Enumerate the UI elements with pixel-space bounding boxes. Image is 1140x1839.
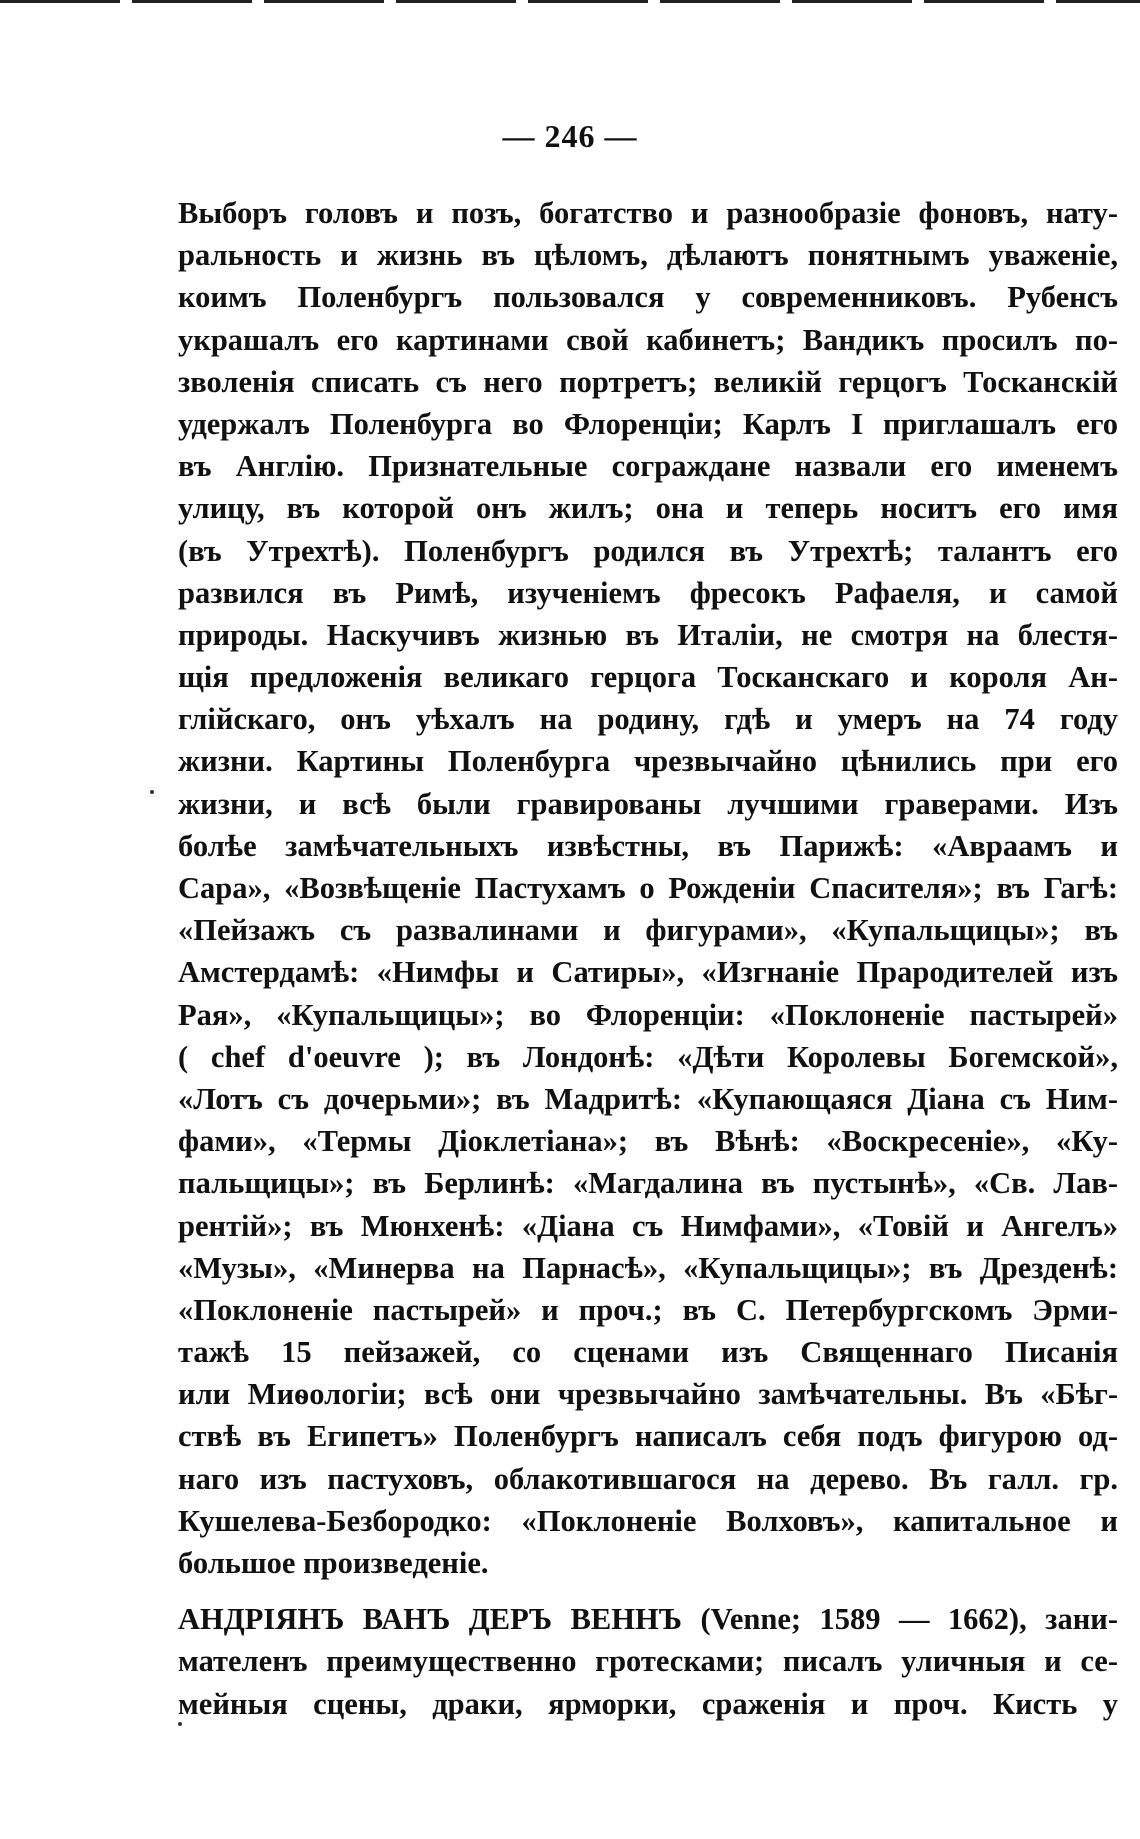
text-line: Рая», «Купальщицы»; во Флоренціи: «Поклоненіе пастырей» (178, 997, 1118, 1032)
body-text (178, 192, 1118, 1725)
text-line: АНДРІЯНЪ ВАНЪ ДЕРЪ ВЕННЪ (Venne; 1589 — 1662), зани- (178, 1602, 1118, 1637)
text-line: Сара», «Возвѣщеніе Пастухамъ о Рожденіи Спасителя»; въ Гагѣ: (178, 871, 1118, 905)
text-line: ствѣ въ Египетъ» Поленбургъ написалъ себя подъ фигурою од- (178, 1419, 1118, 1454)
page-number: — 246 — (502, 118, 638, 154)
margin-speck (150, 790, 154, 794)
text-line: развился въ Римѣ, изученіемъ фресокъ Рафаеля, и самой (178, 575, 1118, 610)
text-line: мейныя сцены, драки, ярморки, сраженія и проч. Кисть у (178, 1686, 1118, 1721)
text-line: щія предложенія великаго герцога Тосканскаго и короля Ан- (178, 660, 1118, 695)
text-line: зволенія списать съ него портретъ; великій герцогъ Тосканскій (178, 364, 1118, 399)
paragraph-polenburg (178, 192, 1118, 1584)
margin-speck (178, 1722, 182, 1726)
text-line: «Поклоненіе пастырей» и проч.; въ С. Петербургскомъ Эрми- (178, 1292, 1118, 1327)
text-line: наго изъ пастуховъ, облакотившагося на дерево. Въ галл. гр. (178, 1461, 1118, 1496)
text-line: Выборъ головъ и позъ, богатство и разнообразіе фоновъ, нату- (178, 196, 1118, 230)
text-line: пальщицы»; въ Берлинѣ: «Магдалина въ пустынѣ», «Св. Лав- (178, 1166, 1118, 1201)
text-line: Амстердамѣ: «Нимфы и Сатиры», «Изгнаніе Прародителей изъ (178, 955, 1118, 990)
text-line: или Миѳологіи; всѣ они чрезвычайно замѣчательны. Въ «Бѣг- (178, 1377, 1118, 1412)
top-border-rule (0, 0, 1140, 3)
text-line: жизни, и всѣ были гравированы лучшими граверами. Изъ (178, 786, 1118, 821)
text-line: «Лотъ съ дочерьми»; въ Мадритѣ: «Купающаяся Діана съ Ним- (178, 1081, 1118, 1116)
text-line: болѣе замѣчательныхъ извѣстны, въ Парижѣ: «Авраамъ и (178, 828, 1118, 863)
text-line: въ Англію. Признательные сограждане назвали его именемъ (178, 449, 1118, 484)
text-line: украшалъ его картинами свой кабинетъ; Вандикъ просилъ по- (178, 322, 1118, 357)
text-line: жизни. Картины Поленбурга чрезвычайно цѣнились при его (178, 744, 1118, 779)
text-line: Кушелева-Безбородко: «Поклоненіе Волховъ», капитальное и (178, 1503, 1118, 1538)
text-line: коимъ Поленбургъ пользовался у современниковъ. Рубенсъ (178, 280, 1118, 315)
text-line: рентій»; въ Мюнхенѣ: «Діана съ Нимфами», «Товій и Ангелъ» (178, 1208, 1118, 1243)
text-line: природы. Наскучивъ жизнью въ Италіи, не смотря на блестя- (178, 617, 1118, 652)
text-line: улицу, въ которой онъ жилъ; она и теперь носитъ его имя (178, 491, 1118, 526)
text-line: (въ Утрехтѣ). Поленбургъ родился въ Утрехтѣ; талантъ его (178, 533, 1118, 568)
text-line: фами», «Термы Діоклетіана»; въ Вѣнѣ: «Воскресеніе», «Ку- (178, 1124, 1118, 1159)
text-line: ральность и жизнь въ цѣломъ, дѣлаютъ понятнымъ уваженіе, (178, 238, 1118, 273)
text-line: тажѣ 15 пейзажей, со сценами изъ Священнаго Писанія (178, 1335, 1118, 1370)
paragraph-van-der-venne (178, 1598, 1118, 1725)
text-line: «Музы», «Минерва на Парнасѣ», «Купальщицы»; въ Дрезденѣ: (178, 1250, 1118, 1285)
text-line: большое произведеніе. (178, 1546, 489, 1580)
text-line: мателенъ преимущественно гротесками; писалъ уличныя и се- (178, 1644, 1118, 1679)
text-line: ( chef d'oeuvre ); въ Лондонѣ: «Дѣти Королевы Богемской», (178, 1039, 1118, 1074)
text-line: удержалъ Поленбурга во Флоренціи; Карлъ I приглашалъ его (178, 406, 1118, 441)
text-line: «Пейзажъ съ развалинами и фигурами», «Купальщицы»; въ (178, 913, 1118, 948)
text-line: глійскаго, онъ уѣхалъ на родину, гдѣ и умеръ на 74 году (178, 702, 1118, 737)
